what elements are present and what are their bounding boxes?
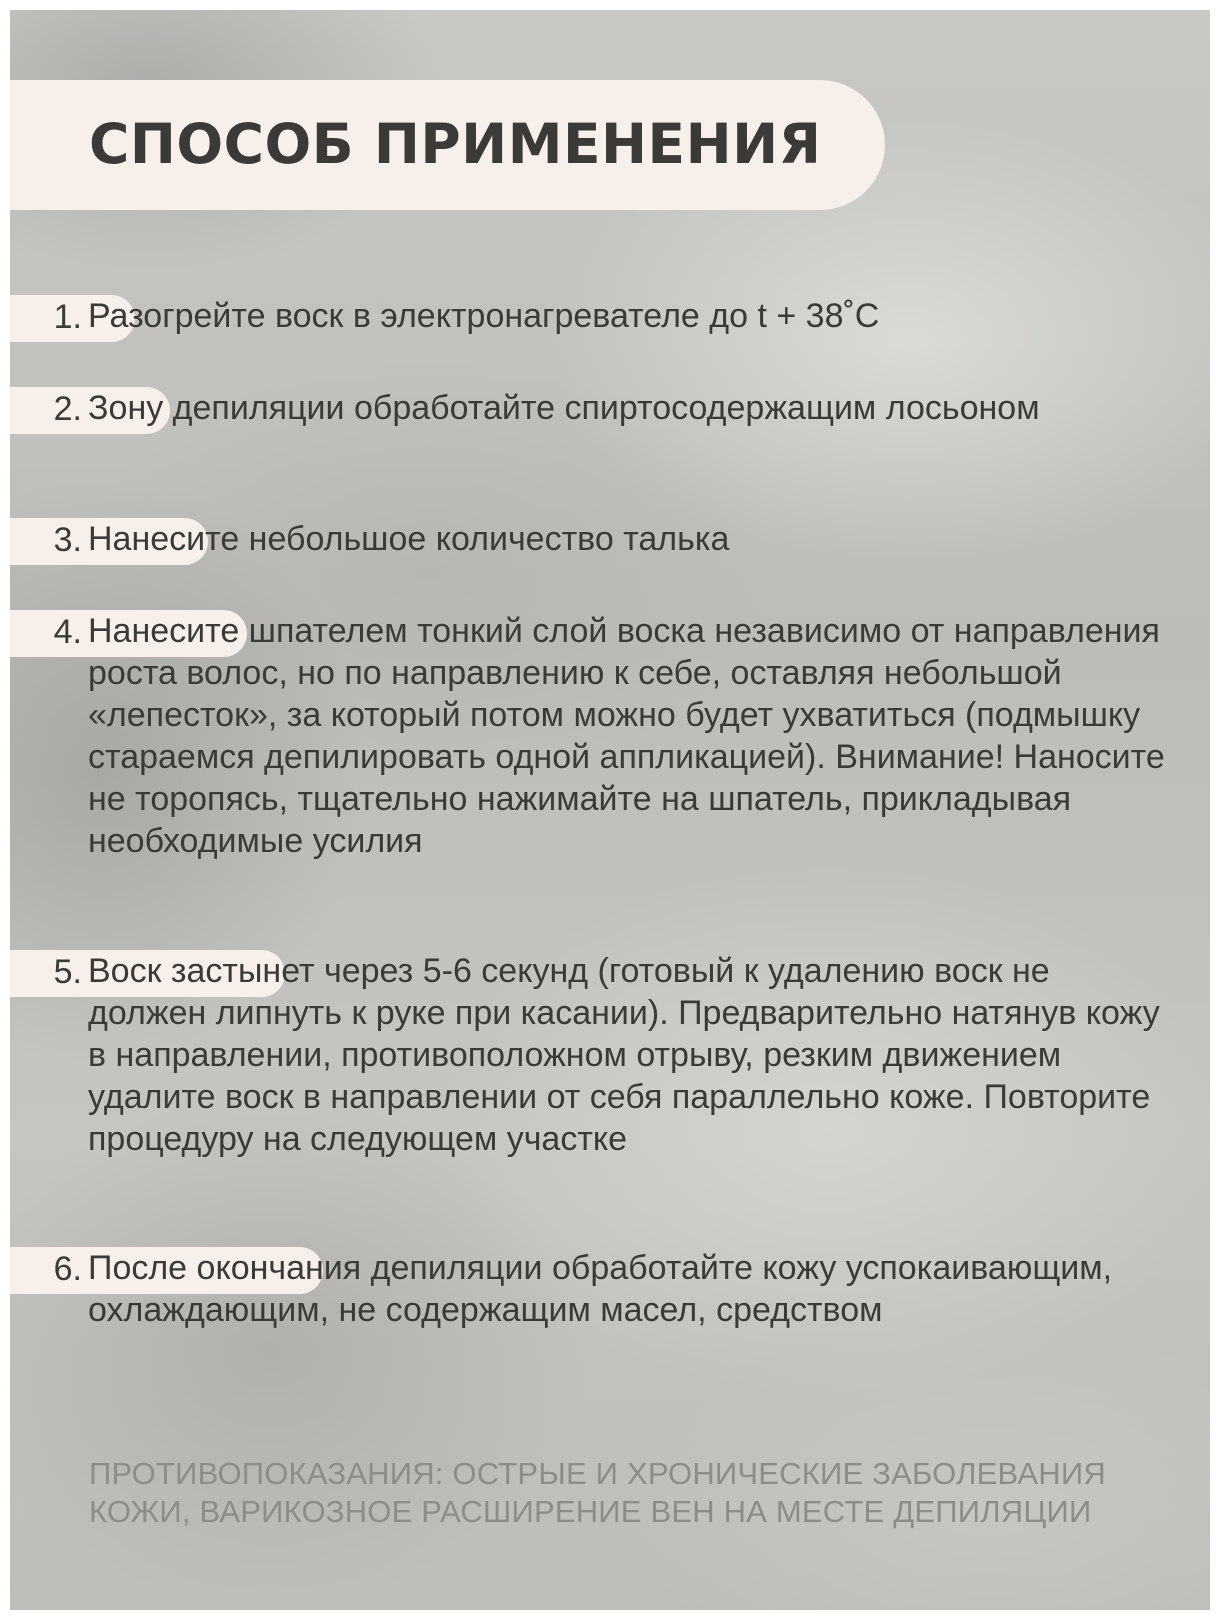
step-number: 4. xyxy=(53,613,82,651)
step-text: Зону депиляции обработайте спиртосодержащим лосьоном xyxy=(88,389,1040,427)
page-title: СПОСОБ ПРИМЕНЕНИЯ xyxy=(89,112,822,176)
step-number: 6. xyxy=(53,1250,82,1288)
step-text: Разогрейте воск в электронагревателе до t + 38˚С xyxy=(88,297,880,335)
instruction-card xyxy=(10,10,1210,1610)
step-text: Нанесите шпателем тонкий слой воска независимо от направления роста волос, но по направлению к себе, оставляя небольшой «лепесток», за который потом можно будет ухватиться (подмышку стараемся депилировать одной аппликацией). Внимание! Наносите не торопясь, тщательно нажимайте на шпатель, прикладывая необходимые усилия xyxy=(88,612,1165,860)
step-number: 2. xyxy=(53,390,82,428)
step-text: Воск застынет через 5-6 секунд (готовый к удалению воск не должен липнуть к руке при касании). Предварительно натянув кожу в направлении, противоположном отрыву, резким движением удалите воск в направлении от себя параллельно коже. Повторите процедуру на следующем участке xyxy=(88,952,1160,1158)
step-number: 1. xyxy=(53,298,82,336)
step-number: 5. xyxy=(53,953,82,991)
contraindications-note: ПРОТИВОПОКАЗАНИЯ: ОСТРЫЕ И ХРОНИЧЕСКИЕ ЗАБОЛЕВАНИЯ КОЖИ, ВАРИКОЗНОЕ РАСШИРЕНИЕ ВЕН НА МЕСТЕ ДЕПИЛЯЦИИ xyxy=(89,1456,1106,1529)
step-text: После окончания депиляции обработайте кожу успокаивающим, охлаждающим, не содержащим масел, средством xyxy=(88,1249,1113,1329)
step-text: Нанесите небольшое количество талька xyxy=(88,520,730,558)
step-number: 3. xyxy=(53,521,82,559)
